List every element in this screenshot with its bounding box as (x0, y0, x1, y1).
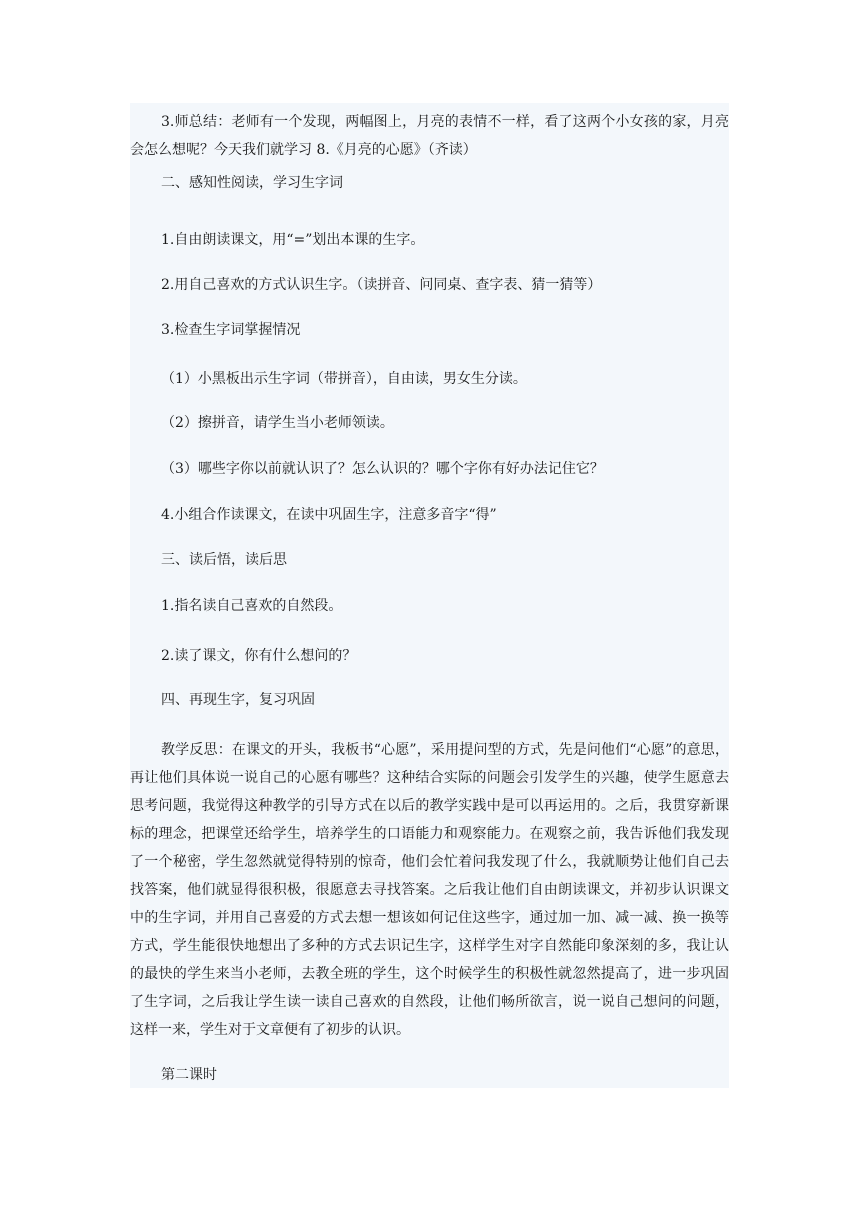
paragraph-teacher-summary: 3.师总结：老师有一个发现，两幅图上，月亮的表情不一样，看了这两个小女孩的家，月亮会怎么想呢？今天我们就学习 8.《月亮的心愿》（齐读） (130, 114, 729, 158)
heading-section-2: 二、感知性阅读，学习生字词 (161, 175, 343, 191)
list-item-2-3: 3.检查生字词掌握情况 (161, 322, 301, 338)
heading-section-3: 三、读后悟，读后思 (161, 552, 287, 568)
list-item-2-3-1: （1）小黑板出示生字词（带拼音），自由读，男女生分读。 (161, 371, 527, 387)
list-item-2-4: 4.小组合作读课文，在读中巩固生字，注意多音字“得” (161, 507, 497, 523)
list-item-3-2: 2.读了课文，你有什么想问的？ (161, 648, 357, 664)
list-item-2-2: 2.用自己喜欢的方式认识生字。（读拼音、问同桌、查字表、猜一猜等） (161, 277, 602, 293)
document-body (130, 103, 729, 1088)
list-item-2-3-3: （3）哪些字你以前就认识了？怎么认识的？哪个字你有好办法记住它？ (161, 461, 604, 477)
heading-section-4: 四、再现生字，复习巩固 (161, 692, 315, 708)
list-item-2-3-2: （2）擦拼音，请学生当小老师领读。 (161, 415, 394, 431)
list-item-2-1: 1.自由朗读课文，用“=”划出本课的生字。 (161, 232, 425, 248)
list-item-3-1: 1.指名读自己喜欢的自然段。 (161, 598, 343, 614)
paragraph-teaching-reflection: 教学反思：在课文的开头，我板书“心愿”，采用提问型的方式，先是问他们“心愿”的意思，再让他们具体说一说自己的心愿有哪些？这种结合实际的问题会引发学生的兴趣，使学生愿意去思考问题，我觉得这种教学的引导方式在以后的教学实践中是可以再运用的。之后，我贯穿新课标的理念，把课堂还给学生，培养学生的口语能力和观察能力。在观察之前，我告诉他们我发现了一个秘密，学生忽然就觉得特别的惊奇，他们会忙着问我发现了什么，我就顺势让他们自己去找答案，他们就显得很积极，很愿意去寻找答案。之后我让他们自由朗读课文，并初步认识课文中的生字词，并用自己喜爱的方式去想一想该如何记住这些字，通过加一加、减一减、换一换等方式，学生能很快地想出了多种的方式去识记生字，这样学生对字自然能印象深刻的多，我让认的最快的学生来当小老师，去教全班的学生，这个时候学生的积极性就忽然提高了，进一步巩固了生字词，之后我让学生读一读自己喜欢的自然段，让他们畅所欲言，说一说自己想问的问题，这样一来，学生对于文章便有了初步的认识。 (130, 742, 729, 1038)
heading-second-lesson: 第二课时 (161, 1067, 217, 1083)
